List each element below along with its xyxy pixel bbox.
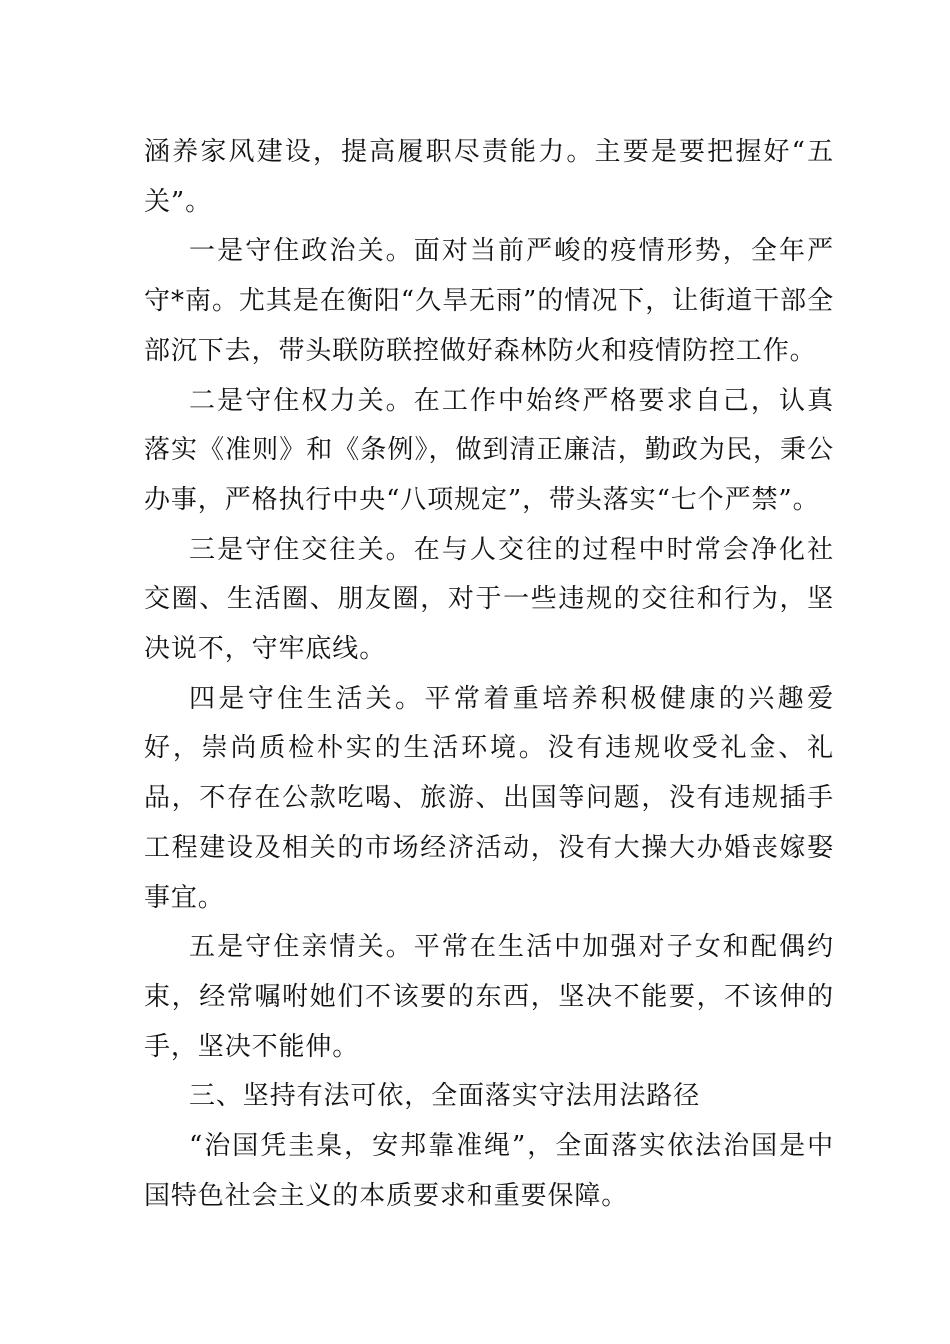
paragraph-political: 一是守住政治关。面对当前严峻的疫情形势，全年严守*南。尤其是在衡阳“久旱无雨”的情况下，让街道干部全部沉下去，带头联防联控做好森林防火和疫情防控工作。 — [144, 236, 834, 366]
paragraph-social: 三是守住交往关。在与人交往的过程中时常会净化社交圈、生活圈、朋友圈，对于一些违规的交往和行为，坚决说不，守牢底线。 — [144, 534, 834, 665]
document-body — [144, 128, 834, 1221]
section-heading: 三、坚持有法可依，全面落实守法用法路径 — [189, 1081, 701, 1112]
paragraph-life: 四是守住生活关。平常着重培养积极健康的兴趣爱好，崇尚质检朴实的生活环境。没有违规收受礼金、礼品，不存在公款吃喝、旅游、出国等问题，没有违规插手工程建设及相关的市场经济活动，没有大操大办婚丧嫁娶事宜。 — [144, 683, 834, 913]
paragraph-power: 二是守住权力关。在工作中始终严格要求自己，认真落实《准则》和《条例》，做到清正廉洁，勤政为民，秉公办事，严格执行中央“八项规定”，带头落实“七个严禁”。 — [144, 385, 834, 515]
paragraph-rule-of-law: “治国凭圭臬，安邦靠准绳”，全面落实依法治国是中国特色社会主义的本质要求和重要保障。 — [144, 1131, 834, 1211]
paragraph-family: 五是守住亲情关。平常在生活中加强对子女和配偶约束，经常嘱咐她们不该要的东西，坚决不能要，不该伸的手，坚决不能伸。 — [144, 932, 834, 1062]
paragraph-continuation: 涵养家风建设，提高履职尽责能力。主要是要把握好“五关”。 — [144, 137, 834, 217]
